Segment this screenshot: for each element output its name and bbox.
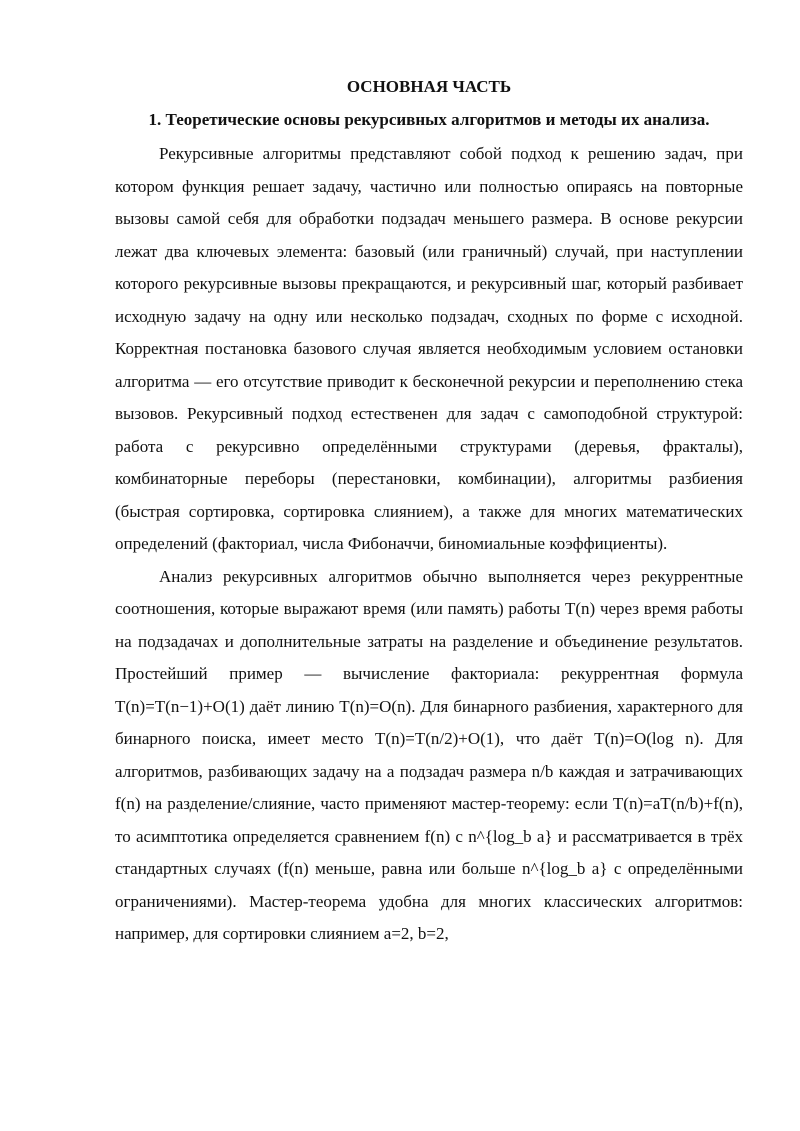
section-title: ОСНОВНАЯ ЧАСТЬ (346, 77, 512, 96)
paragraph-recursion-definition: Рекурсивные алгоритмы представляют собой подход к решению задач, при котором функция решает задачу, частично или полностью опираясь на повторные вызовы самой себя для обработки подзадач меньшего размера. В основе рекурсии лежат два ключевых элемента: базовый (или граничный) случай, при наступлении которого рекурсивные вызовы прекращаются, и рекурсивный шаг, который разбивает исходную задачу на одну или несколько подзадач, сходных по форме с исходной. Корректная постановка базового случая является необходимым условием остановки алгоритма — его отсутствие приводит к бесконечной рекурсии и переполнению стека вызовов. Рекурсивный подход естественен для задач с самоподобной структурой: работа с рекурсивно определёнными структурами (деревья, фракталы), комбинаторные переборы (перестановки, комбинации), алгоритмы разбиения (быстрая сортировка, сортировка слиянием), а также для многих математических определений (факториал, числа Фибоначчи, биномиальные коэффициенты). (115, 144, 743, 553)
page-content (115, 76, 743, 951)
paragraph-recursion-analysis: Анализ рекурсивных алгоритмов обычно выполняется через рекуррентные соотношения, которые выражают время (или память) работы T(n) через время работы на подзадачах и дополнительные затраты на разделение и объединение результатов. Простейший пример — вычисление факториала: рекуррентная формула T(n)=T(n−1)+O(1) даёт линию T(n)=O(n). Для бинарного разбиения, характерного для бинарного поиска, имеет место T(n)=T(n/2)+O(1), что даёт T(n)=O(log n). Для алгоритмов, разбивающих задачу на a подзадач размера n/b каждая и затрачивающих f(n) на разделение/слияние, часто применяют мастер-теорему: если T(n)=aT(n/b)+f(n), то асимптотика определяется сравнением f(n) с n^{log_b a} и рассматривается в трёх стандартных случаях (f(n) меньше, равна или больше n^{log_b a} с определёнными ограничениями). Мастер-теорема удобна для многих классических алгоритмов: например, для сортировки слиянием a=2, b=2, (115, 566, 743, 943)
subsection-title: 1. Теоретические основы рекурсивных алгоритмов и методы их анализа. (148, 110, 710, 129)
